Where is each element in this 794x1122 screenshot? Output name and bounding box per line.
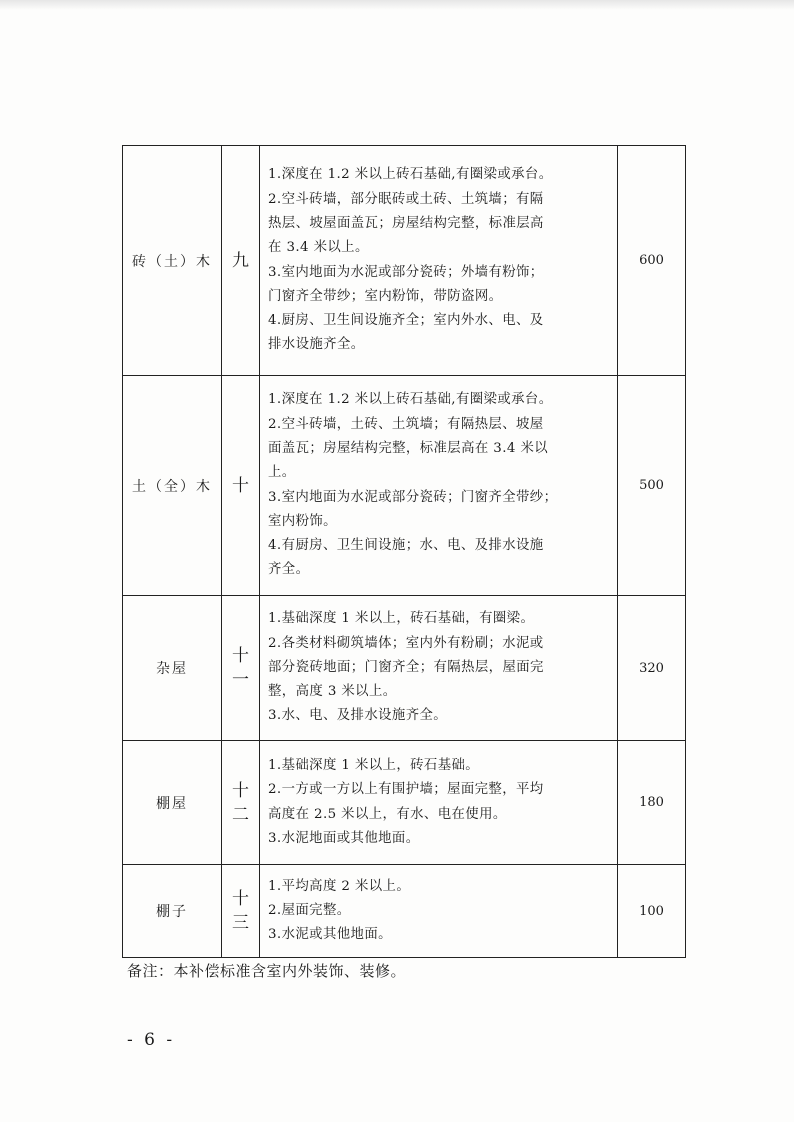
structure-type-cell: 棚屋 [123,741,222,865]
price-cell: 600 [618,146,686,376]
description-line: 齐全。 [268,562,310,578]
description-line: 2.各类材料砌筑墙体；室内外有粉刷；水泥或 [268,635,544,651]
price-cell: 320 [618,596,686,741]
grade-char: 十 [232,889,249,909]
scan-edge [0,0,794,10]
description-line: 4.有厨房、卫生间设施；水、电、及排水设施 [268,538,544,554]
description-line: 面盖瓦；房屋结构完整，标准层高在 3.4 米以 [268,440,549,456]
description-line: 1.深度在 1.2 米以上砖石基础,有圈梁或承台。 [268,167,553,183]
description-line: 上。 [268,465,296,481]
description-cell [260,865,618,958]
remark-note: 备注：本补偿标准含室内外装饰、装修。 [127,962,407,980]
description-line: 热层、坡屋面盖瓦；房屋结构完整，标准层高 [268,215,544,231]
description-line: 4.厨房、卫生间设施齐全；室内外水、电、及 [268,313,544,329]
grade-char: 十 [232,646,249,666]
description-line: 2.空斗砖墙，部分眠砖或土砖、土筑墙；有隔 [268,191,544,207]
grade-char: 二 [232,804,249,825]
description-line: 3.水泥或其他地面。 [268,927,392,943]
grade-cell: 十 [222,376,260,596]
description-line: 排水设施齐全。 [268,337,365,353]
description-line: 1.基础深度 1 米以上，砖石基础。 [268,757,480,773]
grade-cell [222,596,260,741]
description-line: 在 3.4 米以上。 [268,240,369,256]
description-line: 2.屋面完整。 [268,902,351,918]
page-number: - 6 - [127,1030,176,1050]
grade-cell: 九 [222,146,260,376]
description-line: 1.基础深度 1 米以上，砖石基础，有圈梁。 [268,611,535,627]
description-line: 3.室内地面为水泥或部分瓷砖；门窗齐全带纱； [268,489,558,505]
table-row [123,596,686,741]
price-cell: 100 [618,865,686,958]
description-line: 门窗齐全带纱；室内粉饰，带防盗网。 [268,288,503,304]
grade-char: 一 [232,670,249,690]
grade-char: 三 [232,913,249,933]
grade-char: 十 [232,780,249,801]
description-line: 室内粉饰。 [268,513,337,529]
description-line: 部分瓷砖地面；门窗齐全；有隔热层，屋面完 [268,659,544,675]
price-cell: 500 [618,376,686,596]
description-line: 高度在 2.5 米以上，有水、电在使用。 [268,806,507,822]
grade-cell [222,865,260,958]
structure-type-cell: 棚子 [123,865,222,958]
table-row [123,376,686,596]
description-cell [260,376,618,596]
structure-type-cell: 砖（土）木 [123,146,222,376]
compensation-standard-table [122,145,686,958]
table-row [123,865,686,958]
description-cell [260,596,618,741]
description-line: 1.深度在 1.2 米以上砖石基础,有圈梁或承台。 [268,392,553,408]
table-row [123,741,686,865]
description-cell [260,741,618,865]
table-row [123,146,686,376]
price-cell: 180 [618,741,686,865]
structure-type-cell: 杂屋 [123,596,222,741]
description-line: 1.平均高度 2 米以上。 [268,878,411,894]
description-line: 3.水泥地面或其他地面。 [268,830,420,846]
description-line: 2.空斗砖墙，土砖、土筑墙；有隔热层、坡屋 [268,416,544,432]
structure-type-cell: 土（全）木 [123,376,222,596]
description-line: 3.水、电、及排水设施齐全。 [268,708,448,724]
grade-cell [222,741,260,865]
description-line: 整，高度 3 米以上。 [268,684,397,700]
description-line: 2.一方或一方以上有围护墙；屋面完整，平均 [268,782,544,798]
description-line: 3.室内地面为水泥或部分瓷砖；外墙有粉饰； [268,264,544,280]
description-cell [260,146,618,376]
